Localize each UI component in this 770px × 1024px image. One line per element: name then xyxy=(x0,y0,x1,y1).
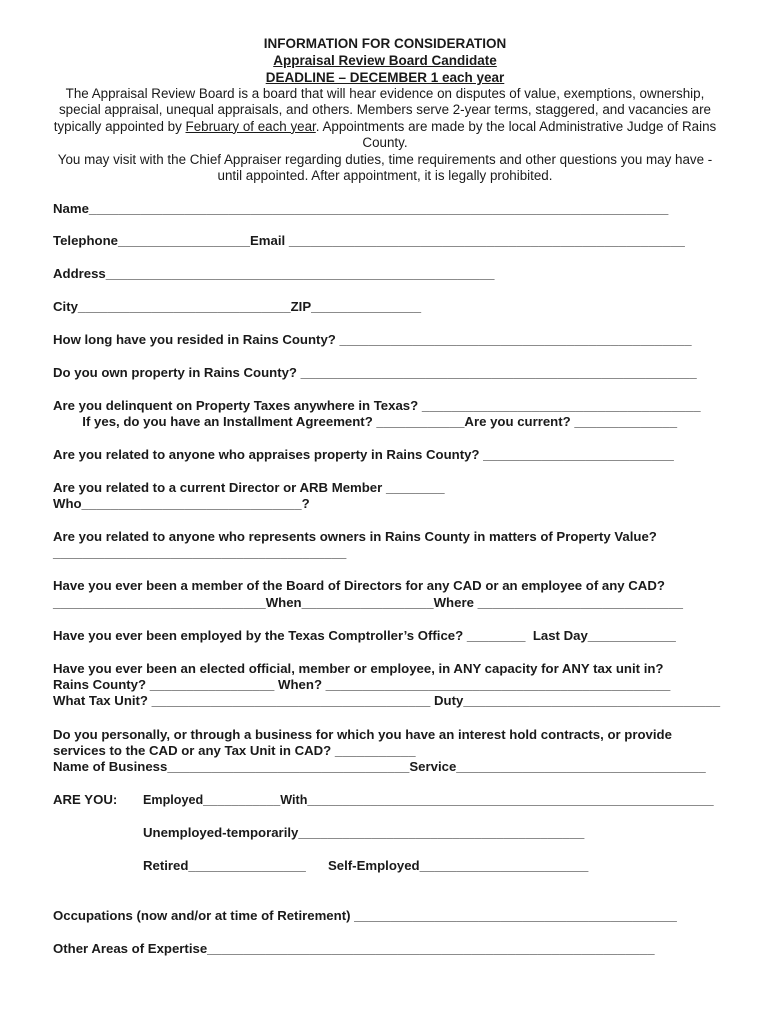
own-property-question[interactable]: Do you own property in Rains County? ______________________________________________________ xyxy=(53,365,697,380)
document-title: INFORMATION FOR CONSIDERATION xyxy=(263,36,507,51)
name-field[interactable]: Name_______________________________________________________________________________ xyxy=(53,201,669,216)
rains-county-field[interactable]: Rains County? _________________ When? _______________________________________________ xyxy=(53,677,671,692)
telephone-email-field[interactable]: Telephone__________________Email ______________________________________________________ xyxy=(53,233,685,248)
related-owners-question: Are you related to anyone who represents owners in Rains County in matters of Property Value? xyxy=(53,529,657,544)
related-owners-answer-line[interactable]: ________________________________________ xyxy=(53,545,347,560)
intro-paragraph-2: You may visit with the Chief Appraiser regarding duties, time requirements and other questions you may have - until appointed. After appointment, it is legally prohibited. xyxy=(57,151,713,184)
business-service-field[interactable]: Name of Business_________________________________Service__________________________________ xyxy=(53,759,706,774)
deadline-line: DEADLINE – DECEMBER 1 each year xyxy=(265,70,505,85)
installment-agreement-question[interactable]: If yes, do you have an Installment Agreement? ____________Are you current? ______________ xyxy=(53,414,678,429)
document-header xyxy=(0,35,770,86)
residence-duration-question[interactable]: How long have you resided in Rains County? ________________________________________________ xyxy=(53,332,692,347)
self-employed-field[interactable]: Self-Employed_______________________ xyxy=(328,858,589,873)
related-appraiser-question[interactable]: Are you related to anyone who appraises property in Rains County? __________________________ xyxy=(53,447,674,462)
employed-field[interactable]: Employed___________With__________________________________________________________ xyxy=(143,793,714,807)
related-director-question[interactable]: Are you related to a current Director or ARB Member ________ xyxy=(53,480,445,495)
expertise-field[interactable]: Other Areas of Expertise_____________________________________________________________ xyxy=(53,941,655,956)
intro-appointment-month: February of each year xyxy=(185,118,316,134)
board-member-answer-line[interactable]: _____________________________When__________________Where ____________________________ xyxy=(53,595,683,610)
intro-text xyxy=(50,86,720,184)
occupations-field[interactable]: Occupations (now and/or at time of Retirement) ____________________________________________ xyxy=(53,908,677,923)
unemployed-field[interactable]: Unemployed-temporarily_______________________________________ xyxy=(143,825,585,840)
intro-paragraph-1-start: The Appraisal Review Board is a board that will hear evidence on disputes of value, exemptions, ownership, special appraisal, unequal appraisals, and others. Members serve 2-year terms, staggered, and vacancies are typically appointed by xyxy=(53,86,712,134)
contracts-question: Do you personally, or through a business for which you have an interest hold contracts, or provide xyxy=(53,727,672,742)
related-who-field[interactable]: Who______________________________? xyxy=(53,496,310,511)
comptroller-question[interactable]: Have you ever been employed by the Texas Comptroller’s Office? ________ Last Day____________ xyxy=(53,628,676,643)
tax-unit-duty-field[interactable]: What Tax Unit? ______________________________________ Duty___________________________________ xyxy=(53,693,721,708)
city-zip-field[interactable]: City_____________________________ZIP_______________ xyxy=(53,299,422,314)
are-you-label: ARE YOU: xyxy=(53,792,118,807)
intro-paragraph-1-end: . Appointments are made by the local Administrative Judge of Rains County. xyxy=(315,118,717,151)
delinquent-taxes-question[interactable]: Are you delinquent on Property Taxes anywhere in Texas? ______________________________________ xyxy=(53,398,701,413)
elected-official-question: Have you ever been an elected official, member or employee, in ANY capacity for ANY tax unit in? xyxy=(53,661,664,676)
board-member-question: Have you ever been a member of the Board of Directors for any CAD or an employee of any CAD? xyxy=(53,578,665,593)
address-field[interactable]: Address_____________________________________________________ xyxy=(53,266,495,281)
document-subtitle: Appraisal Review Board Candidate xyxy=(273,53,497,68)
retired-field[interactable]: Retired________________ xyxy=(143,858,306,873)
services-cad-field[interactable]: services to the CAD or any Tax Unit in CAD? ___________ xyxy=(53,743,416,758)
